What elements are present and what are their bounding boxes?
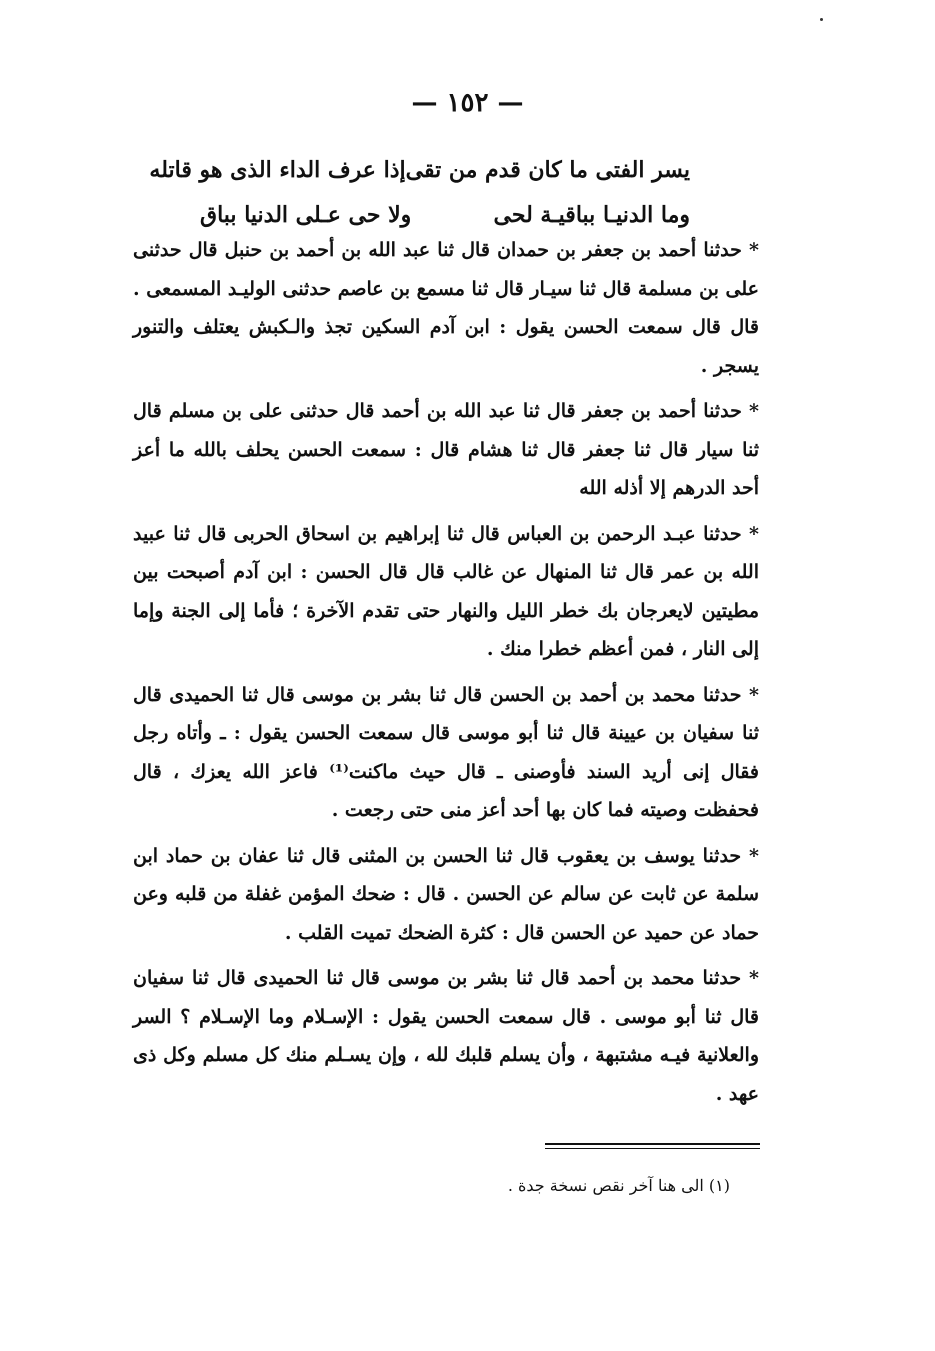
poem-hemistich-second: إذا عرف الداء الذى هو قاتله: [149, 157, 406, 183]
hadith-paragraph: * حدثنا محمد بن أحمد بن الحسن قال ثنا بشر بن موسى قال ثنا الحميدى قال ثنا سفيان بن عيينة قال ثنا أبو موسى قال سمعت الحسن يقول : ـ وأتاه رجل فقال إنى أريد السند فأوصنى ـ قال حيث ماكنت⁽¹⁾ فاعز الله يعزك ، قال فحفظت وصيته فما كان بها أحد أعز منى حتى رجعت .: [133, 683, 759, 821]
poem-hemistich-first: وما الدنيـا بباقيـة لحى: [493, 202, 690, 228]
footnote-divider-thin: [545, 1148, 760, 1149]
main-text: [133, 231, 759, 1120]
speck-mark: [820, 18, 823, 21]
poem-hemistich-second: ولا حى عـلى الدنيا بباق: [200, 202, 412, 228]
footnote-divider: [545, 1143, 760, 1145]
footnote: (١) الى هنا آخر نقص نسخة جدة .: [507, 1176, 730, 1195]
page-number: — ١٥٢ —: [411, 88, 524, 118]
hadith-paragraph: * حدثنا عبـد الرحمن بن العباس قال ثنا إبراهيم بن اسحاق الحربى قال ثنا عبيد الله بن عمر قال ثنا المنهال عن غالب قال قال الحسن : ابن آدم أصبحت بين مطيتين لايعرجان بك خطر الليل والنهار حتى تقدم الآخرة ؛ فأما إلى الجنة وإما إلى النار ، فمن أعظم خطرا منك .: [133, 522, 759, 660]
hadith-paragraph: * حدثنا أحمد بن جعفر قال ثنا عبد الله بن أحمد قال حدثنى على بن مسلم قال ثنا سيار قال ثنا جعفر قال ثنا هشام قال : سمعت الحسن يحلف بالله ما أعز أحد الدرهم إلا أذله الله: [133, 400, 759, 499]
hadith-paragraph: * حدثنا يوسف بن يعقوب قال ثنا الحسن بن المثنى قال ثنا عفان بن حماد ابن سلمة عن ثابت عن سالم عن الحسن . قال : ضحك المؤمن غفلة من قلبه وعن حماد عن حميد عن الحسن قال : كثرة الضحك تميت القلب .: [133, 844, 759, 944]
poem-line: [149, 148, 690, 193]
hadith-paragraph: * حدثنا محمد بن أحمد قال ثنا بشر بن موسى قال ثنا الحميدى قال ثنا سفيان قال ثنا أبو موسى . قال سمعت الحسن يقول : الإسـلام وما الإسـلام ؟ السر والعلانية فيـه مشتبهة ، وأن يسلم قلبك لله ، وإن يسـلم منك كل مسلم وكل ذى عهد .: [133, 967, 759, 1105]
hadith-paragraph: * حدثنا أحمد بن جعفر بن حمدان قال ثنا عبد الله بن أحمد بن حنبل قال حدثنى على بن مسلمة قال ثنا سيـار قال ثنا مسمع بن عاصم حدثنى الوليـد المسمعى . قال قال سمعت الحسن يقول : ابن آدم السكين تجذ والـكبش يعتلف والتنور يسجر .: [133, 239, 759, 377]
poem-verses: [149, 148, 690, 238]
poem-hemistich-first: يسر الفتى ما كان قدم من تقى: [405, 157, 690, 183]
